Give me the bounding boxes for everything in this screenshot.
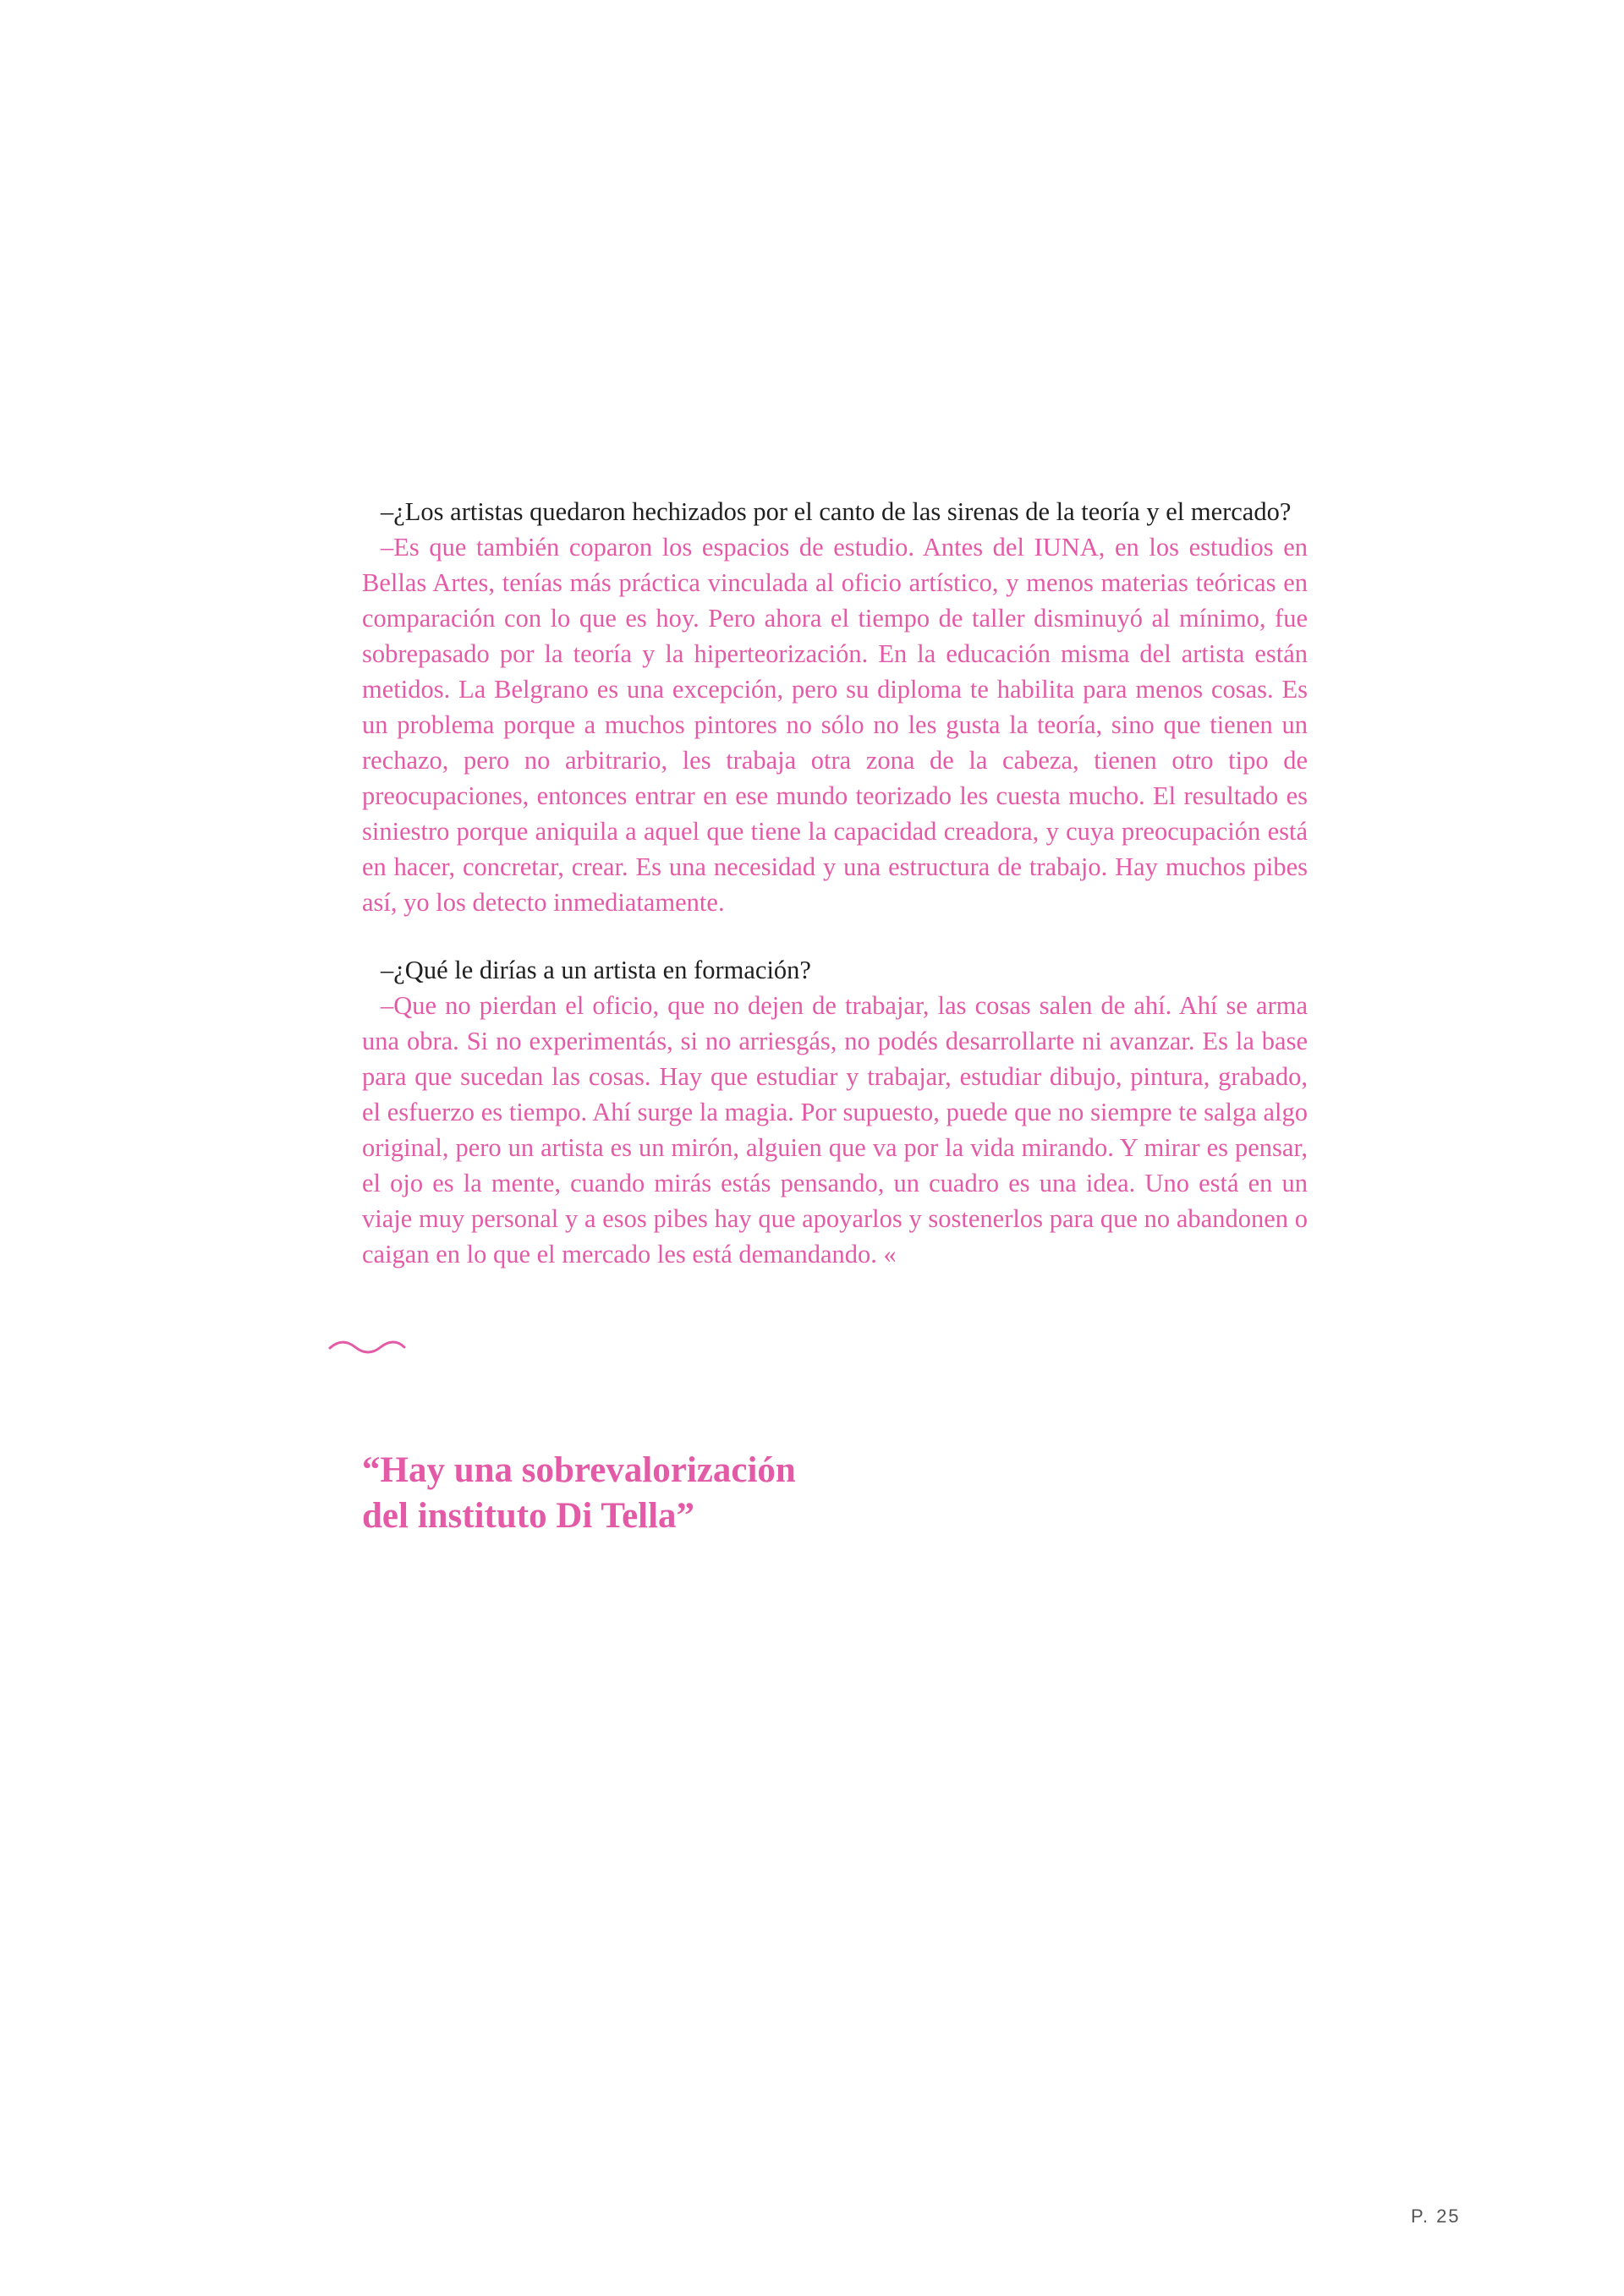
wave-ornament-icon: [328, 1338, 406, 1356]
pull-quote-line-2: del instituto Di Tella”: [362, 1496, 695, 1536]
pull-quote: [362, 1448, 954, 1539]
interview-question-2: –¿Qué le dirías a un artista en formación?: [381, 956, 811, 984]
interview-question-1: –¿Los artistas quedaron hechizados por el canto de las sirenas de la teoría y el mercado?: [381, 497, 1292, 526]
interview-answer-1: –Es que también coparon los espacios de estudio. Antes del IUNA, en los estudios en Bellas Artes, tenías más práctica vinculada al oficio artístico, y menos materias teóricas en comparación con lo que es hoy. Pero ahora el tiempo de taller disminuyó al mínimo, fue sobrepasado por la teoría y la hiperteorización. En la educación misma del artista están metidos. La Belgrano es una excepción, pero su diploma te habilita para menos cosas. Es un problema porque a muchos pintores no sólo no les gusta la teoría, sino que tienen un rechazo, pero no arbitrario, les trabaja otra zona de la cabeza, tienen otro tipo de preocupaciones, entonces entrar en ese mundo teorizado les cuesta mucho. El resultado es siniestro porque aniquila a aquel que tiene la capacidad creadora, y cuya preocupación está en hacer, concretar, crear. Es una necesidad y una estructura de trabajo. Hay muchos pibes así, yo los detecto inmediatamente.: [362, 533, 1308, 917]
interview-article: [362, 494, 1308, 1272]
pull-quote-line-1: “Hay una sobrevalorización: [362, 1450, 796, 1490]
page-number: P. 25: [1411, 2206, 1461, 2227]
paragraph-spacer: [362, 920, 1308, 952]
interview-answer-2: –Que no pierdan el oficio, que no dejen de trabajar, las cosas salen de ahí. Ahí se arma una obra. Si no experimentás, si no arriesgás, no podés desarrollarte ni avanzar. Es la base para que sucedan las cosas. Hay que estudiar y trabajar, estudiar dibujo, pintura, grabado, el esfuerzo es tiempo. Ahí surge la magia. Por supuesto, puede que no siempre te salga algo original, pero un artista es un mirón, alguien que va por la vida mirando. Y mirar es pensar, el ojo es la mente, cuando mirás estás pensando, un cuadro es una idea. Uno está en un viaje muy personal y a esos pibes hay que apoyarlos y sostenerlos para que no abandonen o caigan en lo que el mercado les está demandando. «: [362, 991, 1308, 1269]
